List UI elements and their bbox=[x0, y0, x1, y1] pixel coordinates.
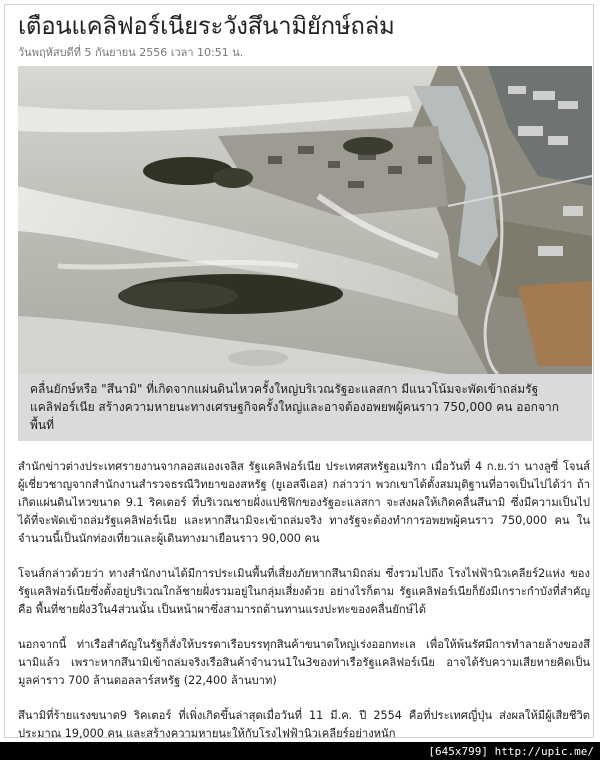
photo-caption bbox=[18, 374, 592, 441]
article-paragraph: สึนามิที่ร้ายแรงขนาด9 ริคเตอร์ ที่เพิ่งเกิดขึ้นล่าสุดเมื่อวันที่ 11 มี.ค. ปี 2554 คือที่ประเทศญี่ปุ่น ส่งผลให้มีผู้เสียชีวิตประมาณ 19,000 คน และสร้างความหายนะให้กับโรงไฟฟ้านิวเคลียร์อย่างหนัก bbox=[18, 709, 590, 740]
article-paragraph: นอกจากนี้ ท่าเรือสำคัญในรัฐก็สั่งให้บรรดาเรือบรรทุกสินค้าขนาดใหญ่เร่งออกทะเล เพื่อให้พ้นรัศมีการทำลายล้างของสึนามิแล้ว เพราะหากสึนามิเข้าถล่มจริงเรือสินค้าจำนวน1ใน3ของท่าเรือรัฐแคลิฟอร์เนีย อาจได้รับความเสียหายคิดเป็นมูลค่าราว 700 ล้านดอลลาร์สหรัฐ (22,400 ล้านบาท) bbox=[18, 638, 590, 687]
article-date: วันพฤหัสบดีที่ 5 กันยายน 2556 เวลา 10:51 น. bbox=[18, 46, 244, 59]
article-paragraph: โจนส์กล่าวด้วยว่า ทางสำนักงานได้มีการประเมินพื้นที่เสี่ยงภัยหากสึนามิถล่ม ซึ่งรวมไปถึง โรงไฟฟ้านิวเคลียร์2แห่ง ของรัฐแคลิฟอร์เนียซึ่งตั้งอยู่บริเวณใกล้ชายฝั่งรวมอยู่ในกลุ่มเสี่ยงด้วย อย่างไรก็ตาม รัฐแคลิฟอร์เนียก็ยังมีเกราะกำบังที่สำคัญคือ พื้นที่ชายฝั่ง3ใน4ส่วนนั้น เป็นหน้าผาซึ่งสามารถต้านทานแรงปะทะของคลื่นยักษ์ได้ bbox=[18, 567, 590, 616]
article-body bbox=[18, 458, 590, 760]
article-title: เตือนแคลิฟอร์เนียระวังสึนามิยักษ์ถล่ม bbox=[18, 12, 395, 40]
article-paragraph: สำนักข่าวต่างประเทศรายงานจากลอสแองเจลิส รัฐแคลิฟอร์เนีย ประเทศสหรัฐอเมริกา เมื่อวันที่ 4 ก.ย.ว่า นางลูซี่ โจนส์ ผู้เชี่ยวชาญจากสำนักงานสำรวจธรณีวิทยาของสหรัฐ (ยูเอสจีเอส) กล่าวว่า พวกเขาได้ตั้งสมมุติฐานที่อาจเป็นไปได้ว่า ถ้าเกิดแผ่นดินไหวขนาด 9.1 ริคเตอร์ ที่บริเวณชายฝั่งแปซิฟิกของรัฐอะแลสกา จะส่งผลให้เกิดคลื่นสึนามิ ซึ่งมีความเป็นไปได้ที่จะพัดเข้าถล่มรัฐแคลิฟอร์เนีย และหากสึนามิจะเข้าถล่มจริง ทางรัฐจะต้องทำการอพยพผู้คนราว 750,000 คน ในจำนวนนี้เป็นนักท่องเที่ยวและผู้เดินทางมาเยือนราว 90,000 คน bbox=[18, 460, 590, 545]
image-host-label: [645x799] http://upic.me/ bbox=[428, 745, 594, 758]
tsunami-photo bbox=[18, 66, 592, 374]
caption-text: คลื่นยักษ์หรือ "สึนามิ" ที่เกิดจากแผ่นดินไหวครั้งใหญ่บริเวณรัฐอะแลสกา มีแนวโน้มจะพัดเข้าถล่มรัฐแคลิฟอร์เนีย สร้างความหายนะทางเศรษฐกิจครั้งใหญ่และอาจต้องอพยพผู้คนราว 750,000 คน ออกจากพื้นที่ bbox=[30, 382, 559, 432]
